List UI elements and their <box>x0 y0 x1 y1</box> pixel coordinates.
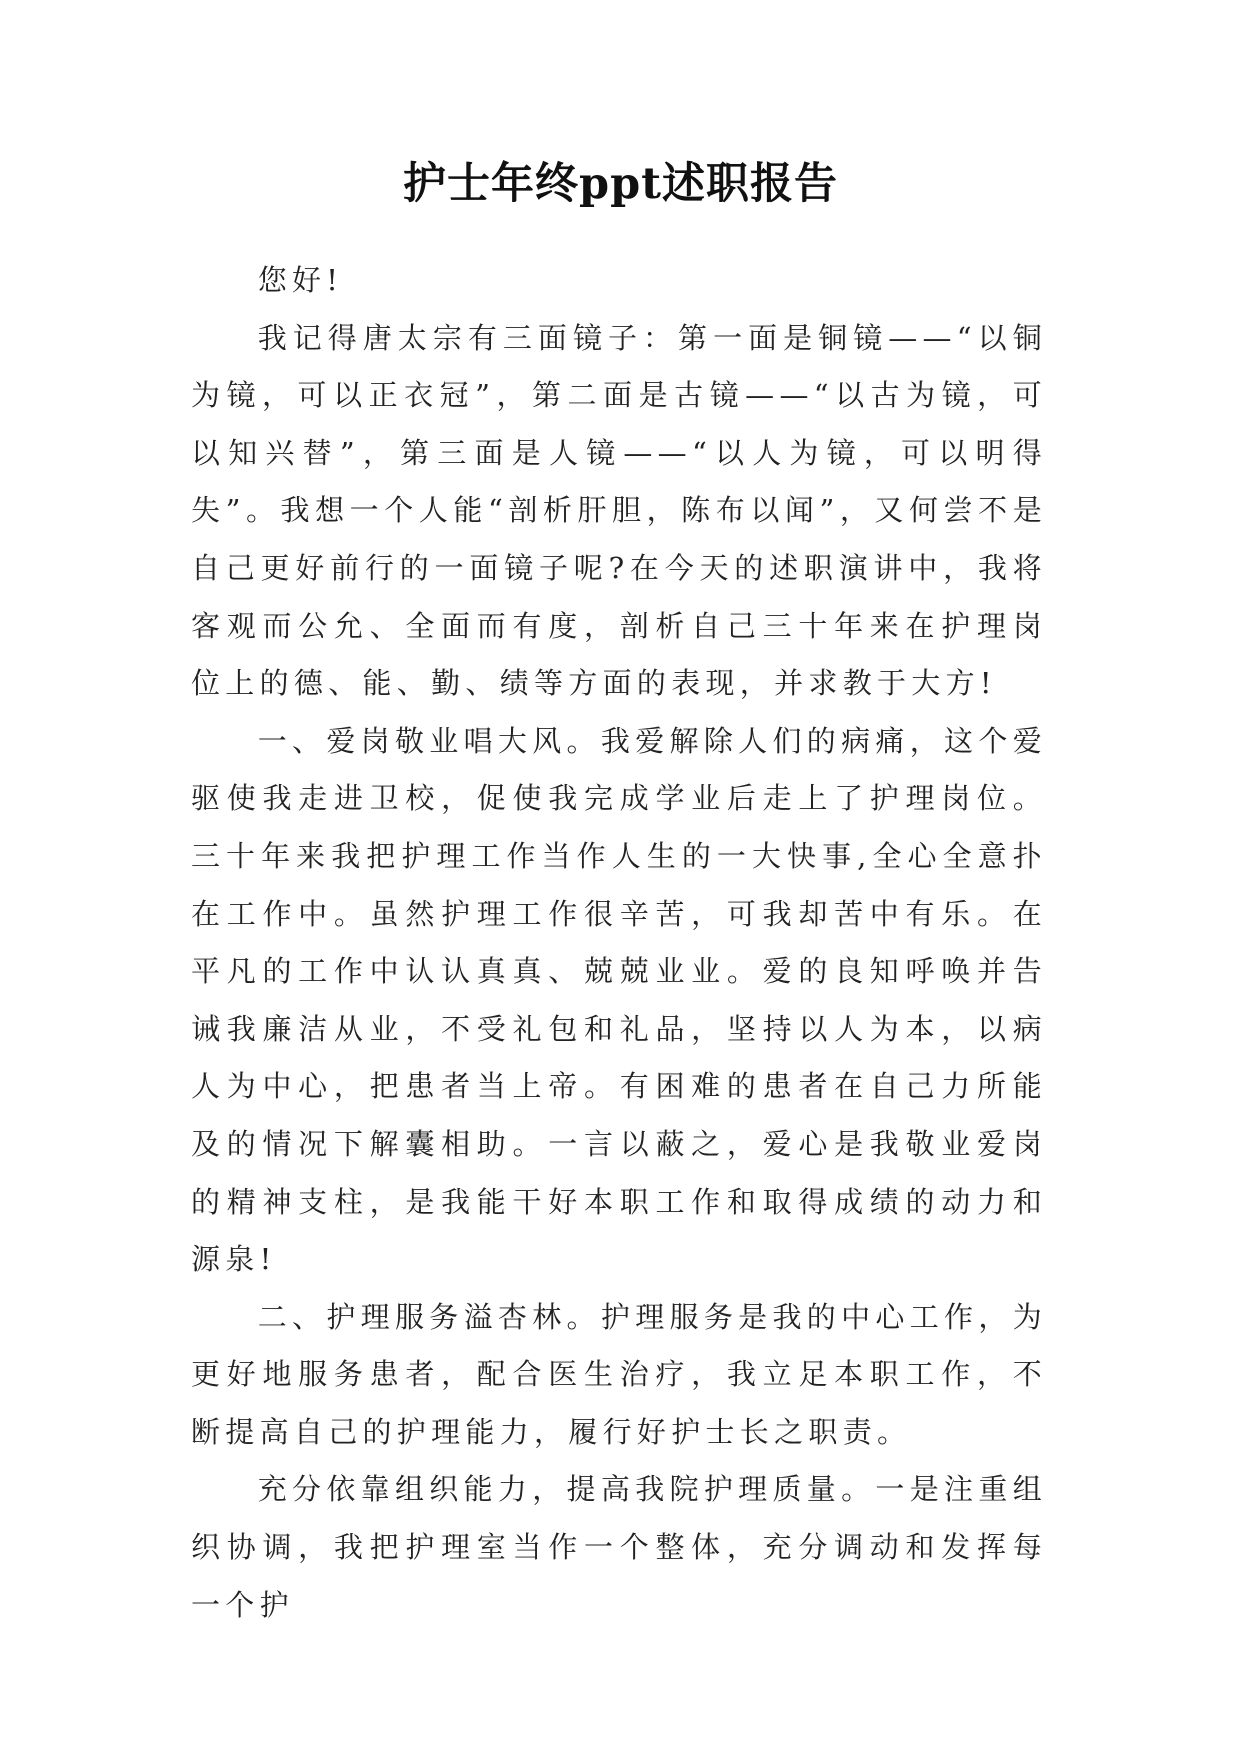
document-body <box>191 252 1047 1634</box>
paragraph-greeting: 您好! <box>257 263 344 297</box>
paragraph-organization: 充分依靠组织能力，提高我院护理质量。一是注重组织协调，我把护理室当作一个整体，充分调动和发挥每一个护 <box>191 1472 1047 1622</box>
paragraph-section-two: 二、护理服务溢杏林。护理服务是我的中心工作，为更好地服务患者，配合医生治疗，我立足本职工作，不断提高自己的护理能力，履行好护士长之职责。 <box>191 1299 1047 1449</box>
paragraph-three-mirrors: 我记得唐太宗有三面镜子：第一面是铜镜——“以铜为镜，可以正衣冠”，第二面是古镜——“以古为镜，可以知兴替”，第三面是人镜——“以人为镜，可以明得失”。我想一个人能“剖析肝胆，陈布以闻”，又何尝不是自己更好前行的一面镜子呢?在今天的述职演讲中，我将客观而公允、全面而有度，剖析自己三十年来在护理岗位上的德、能、勤、绩等方面的表现，并求教于大方! <box>191 320 1047 701</box>
paragraph-section-one: 一、爱岗敬业唱大风。我爱解除人们的病痛，这个爱驱使我走进卫校，促使我完成学业后走上了护理岗位。三十年来我把护理工作当作人生的一大快事,全心全意扑在工作中。虽然护理工作很辛苦，可我却苦中有乐。在平凡的工作中认认真真、兢兢业业。爱的良知呼唤并告诫我廉洁从业，不受礼包和礼品，坚持以人为本，以病人为中心，把患者当上帝。有困难的患者在自己力所能及的情况下解囊相助。一言以蔽之，爱心是我敬业爱岗的精神支柱，是我能干好本职工作和取得成绩的动力和源泉! <box>191 723 1047 1277</box>
document-title: 护士年终ppt述职报告 <box>403 159 838 209</box>
